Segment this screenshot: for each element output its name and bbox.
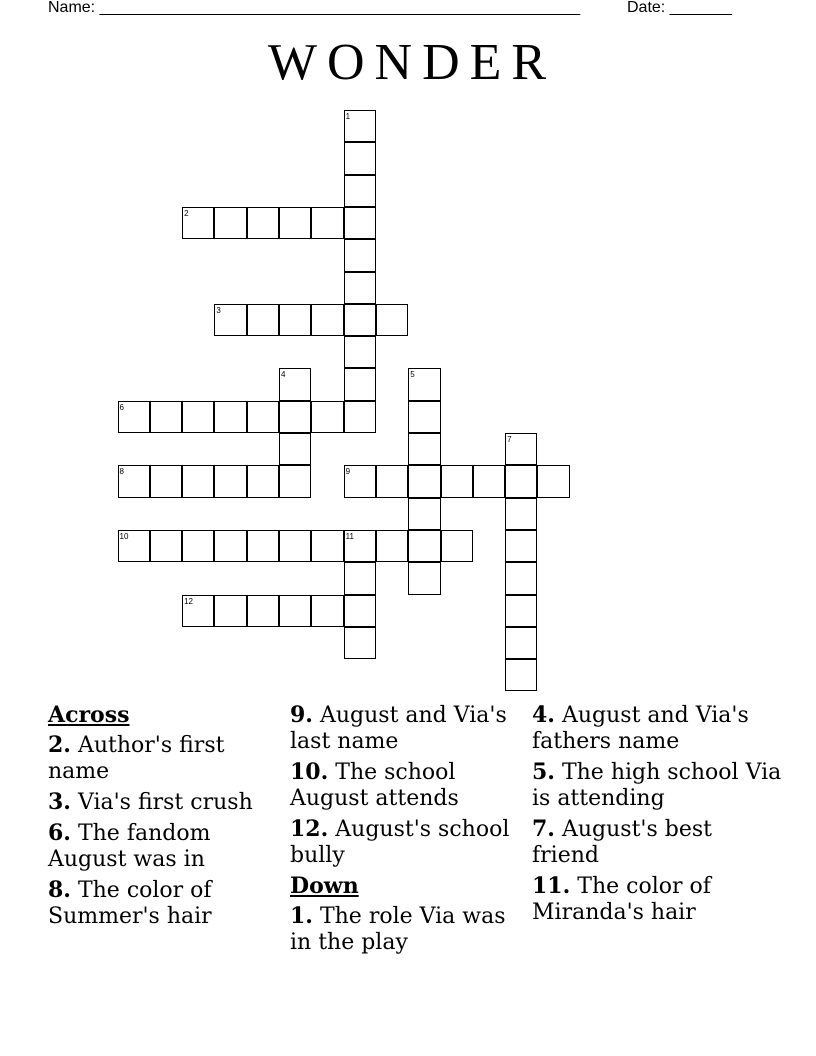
clue-number: 4.	[532, 702, 555, 728]
grid-cell[interactable]	[376, 465, 408, 497]
clues-column-3	[532, 702, 782, 930]
clues-column-2	[290, 702, 522, 960]
grid-cell[interactable]	[344, 304, 376, 336]
grid-cell[interactable]	[279, 304, 311, 336]
grid-cell[interactable]	[247, 401, 279, 433]
clue-number: 9.	[290, 702, 313, 728]
grid-cell[interactable]	[150, 401, 182, 433]
clue-across-3	[48, 789, 278, 816]
grid-cell[interactable]	[150, 465, 182, 497]
grid-cell[interactable]	[344, 368, 376, 400]
grid-cell[interactable]	[408, 433, 440, 465]
grid-cell[interactable]	[505, 465, 537, 497]
grid-cell[interactable]	[344, 175, 376, 207]
cell-number: 11	[345, 531, 354, 541]
cell-number: 2	[184, 208, 189, 218]
clue-number: 12.	[290, 816, 329, 842]
cell-number: 8	[119, 467, 124, 477]
across-heading: Across	[48, 702, 130, 728]
clue-text: The high school Via is attending	[532, 760, 782, 811]
grid-cell[interactable]	[247, 304, 279, 336]
grid-cell[interactable]	[214, 304, 246, 336]
grid-cell[interactable]	[344, 239, 376, 271]
grid-cell[interactable]	[182, 530, 214, 562]
grid-cell[interactable]	[344, 207, 376, 239]
clue-down-7	[532, 816, 782, 869]
clue-text: The school August attends	[290, 760, 459, 811]
grid-cell[interactable]	[279, 207, 311, 239]
clue-text: The fandom August was in	[48, 821, 211, 872]
grid-cell[interactable]	[473, 465, 505, 497]
grid-cell[interactable]	[537, 465, 569, 497]
grid-cell[interactable]	[408, 465, 440, 497]
grid-cell[interactable]	[408, 562, 440, 594]
clue-text: August and Via's fathers name	[532, 703, 749, 754]
grid-cell[interactable]	[344, 465, 376, 497]
grid-cell[interactable]	[344, 336, 376, 368]
grid-cell[interactable]	[311, 401, 343, 433]
grid-cell[interactable]	[376, 304, 408, 336]
clues-column-1	[48, 702, 278, 934]
grid-cell[interactable]	[214, 207, 246, 239]
cell-number: 4	[281, 370, 286, 380]
grid-cell[interactable]	[408, 368, 440, 400]
clue-number: 11.	[532, 873, 571, 899]
clue-text: August's best friend	[532, 817, 712, 868]
grid-cell[interactable]	[247, 207, 279, 239]
cell-number: 12	[184, 596, 193, 606]
clue-number: 8.	[48, 877, 71, 903]
clue-across-9	[290, 702, 522, 755]
name-label: Name: ______________________________________________________	[48, 0, 581, 16]
grid-cell[interactable]	[182, 465, 214, 497]
grid-cell[interactable]	[505, 530, 537, 562]
clue-number: 5.	[532, 759, 555, 785]
grid-cell[interactable]	[376, 530, 408, 562]
grid-cell[interactable]	[505, 433, 537, 465]
grid-cell[interactable]	[247, 465, 279, 497]
page-title: WONDER	[267, 34, 557, 91]
clue-across-12	[290, 816, 522, 869]
grid-cell[interactable]	[118, 401, 150, 433]
clue-down-5	[532, 759, 782, 812]
clue-text: Via's first crush	[77, 790, 253, 815]
clue-text: August and Via's last name	[290, 703, 507, 754]
grid-cell[interactable]	[279, 465, 311, 497]
cell-number: 6	[119, 402, 124, 412]
grid-cell[interactable]	[150, 530, 182, 562]
clue-across-8	[48, 877, 278, 930]
grid-cell[interactable]	[311, 530, 343, 562]
grid-cell[interactable]	[311, 595, 343, 627]
clue-across-2	[48, 732, 278, 785]
grid-cell[interactable]	[214, 595, 246, 627]
date-label: Date: _______	[627, 0, 732, 16]
clue-number: 7.	[532, 816, 555, 842]
clue-down-4	[532, 702, 782, 755]
grid-cell[interactable]	[505, 659, 537, 691]
grid-cell[interactable]	[118, 530, 150, 562]
clue-text: August's school bully	[290, 817, 510, 868]
grid-cell[interactable]	[247, 530, 279, 562]
cell-number: 5	[410, 370, 415, 380]
grid-cell[interactable]	[279, 368, 311, 400]
clue-down-1	[290, 903, 522, 956]
clue-number: 2.	[48, 732, 71, 758]
grid-cell[interactable]	[279, 433, 311, 465]
grid-cell[interactable]	[344, 110, 376, 142]
grid-cell[interactable]	[182, 207, 214, 239]
cell-number: 10	[119, 531, 129, 541]
grid-cell[interactable]	[182, 401, 214, 433]
grid-cell[interactable]	[505, 627, 537, 659]
clue-number: 10.	[290, 759, 329, 785]
cell-number: 3	[216, 305, 221, 315]
clue-number: 6.	[48, 820, 71, 846]
clue-across-6	[48, 820, 278, 873]
grid-cell[interactable]	[505, 595, 537, 627]
clue-text: The color of Summer's hair	[48, 878, 212, 929]
clue-down-11	[532, 873, 782, 926]
clue-text: Author's first name	[48, 733, 225, 784]
grid-cell[interactable]	[344, 627, 376, 659]
grid-cell[interactable]	[344, 530, 376, 562]
clue-number: 3.	[48, 789, 71, 815]
grid-cell[interactable]	[247, 595, 279, 627]
grid-cell[interactable]	[214, 465, 246, 497]
cell-number: 9	[345, 467, 351, 477]
grid-cell[interactable]	[408, 401, 440, 433]
grid-cell[interactable]	[118, 465, 150, 497]
grid-cell[interactable]	[505, 562, 537, 594]
grid-cell[interactable]	[344, 401, 376, 433]
clue-text: The color of Miranda's hair	[532, 874, 711, 925]
grid-cell[interactable]	[441, 530, 473, 562]
grid-cell[interactable]	[344, 272, 376, 304]
grid-cell[interactable]	[408, 530, 440, 562]
cell-number: 7	[507, 435, 512, 444]
grid-cell[interactable]	[214, 530, 246, 562]
grid-cell[interactable]	[279, 530, 311, 562]
grid-cell[interactable]	[408, 498, 440, 530]
grid-cell[interactable]	[505, 498, 537, 530]
grid-cell[interactable]	[344, 142, 376, 174]
clue-number: 1.	[290, 903, 313, 929]
grid-cell[interactable]	[279, 401, 311, 433]
cell-number: 1	[345, 112, 351, 121]
grid-cell[interactable]	[311, 304, 343, 336]
clue-text: The role Via was in the play	[290, 904, 506, 955]
clue-across-10	[290, 759, 522, 812]
grid-cell[interactable]	[344, 595, 376, 627]
grid-cell[interactable]	[441, 465, 473, 497]
grid-cell[interactable]	[279, 595, 311, 627]
grid-cell[interactable]	[344, 562, 376, 594]
grid-cell[interactable]	[311, 207, 343, 239]
grid-cell[interactable]	[182, 595, 214, 627]
down-heading: Down	[290, 873, 359, 899]
grid-cell[interactable]	[214, 401, 246, 433]
